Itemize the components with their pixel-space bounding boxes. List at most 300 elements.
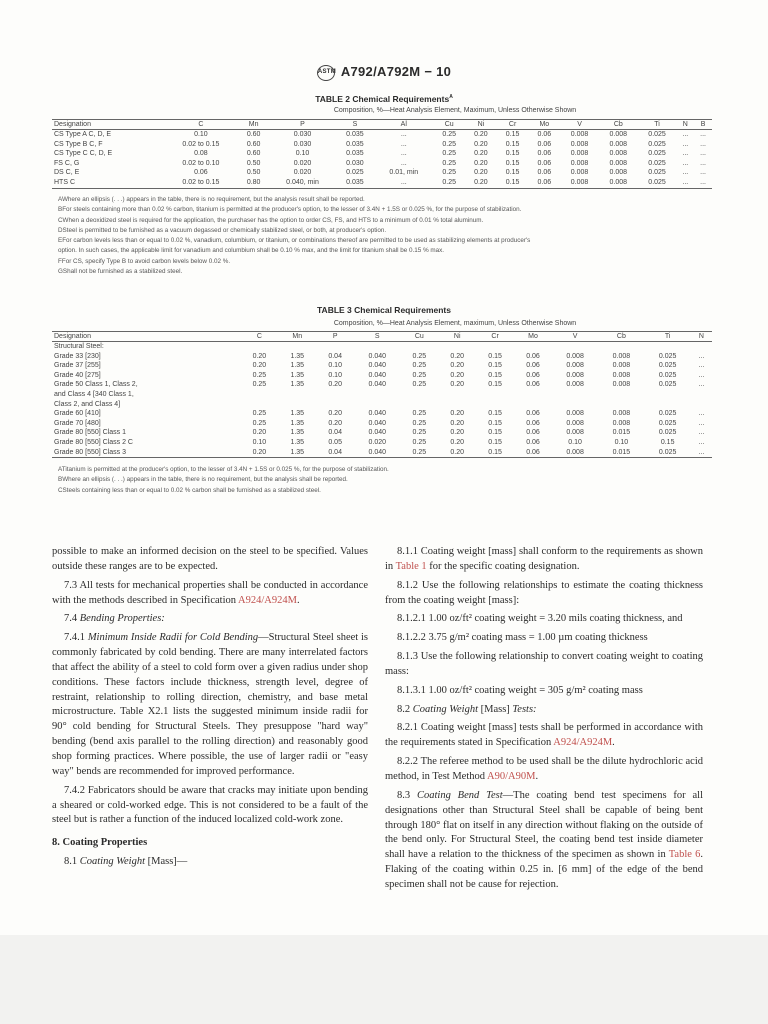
- table-cell: 1.35: [290, 438, 305, 446]
- text-run: 8.1: [64, 856, 80, 868]
- table-cell: ...: [400, 150, 407, 158]
- text-run: Coating Weight: [79, 856, 145, 868]
- text-run: Bending Properties:: [79, 613, 165, 625]
- table-cell: 0.06: [537, 169, 552, 177]
- table-cell: Class 2, and Class 4]: [54, 400, 121, 408]
- table-cell: 0.025: [658, 410, 677, 418]
- table-cell: 0.06: [526, 352, 540, 360]
- table3-caption: TABLE 3 Chemical Requirements: [317, 305, 451, 315]
- table-cell: ...: [700, 159, 706, 167]
- left-text-column: [52, 545, 368, 874]
- table-cell: 0.25: [412, 410, 427, 418]
- table-cell: 0.20: [252, 352, 267, 360]
- table-cell: 0.025: [658, 371, 677, 379]
- table-cell: 0.04: [316, 448, 354, 458]
- text-run: .: [535, 770, 539, 782]
- table-cell: [316, 390, 354, 400]
- footnote: AWhere an ellipsis (. . .) appears in the table, there is no requirement, but the analysis result shall be reported.: [58, 196, 365, 203]
- table-cell: 0.030: [293, 131, 312, 138]
- table2-subheader: Composition, %—Heat Analysis Element, Maximum, Unless Otherwise Shown: [333, 107, 577, 114]
- footnote: ATitanium is permitted at the producer's option, to the lesser of 3.4N + 1.5S or 0.025 %, for the purpose of stabilization.: [58, 466, 389, 473]
- column-header: C: [164, 120, 238, 130]
- table2-footnotes: [58, 195, 718, 277]
- table-cell: ...: [682, 131, 689, 138]
- table-row: [52, 400, 712, 410]
- text-run: 8.2.1 Coating weight [mass] tests shall be performed in accordance with the requirements stated in Specification: [385, 722, 703, 749]
- table-cell: 0.040: [368, 419, 387, 427]
- table-cell: [354, 390, 400, 400]
- table-cell: Grade 50 Class 1, Class 2,: [54, 381, 138, 389]
- table-cell: ...: [682, 140, 689, 148]
- table-cell: 0.20: [252, 362, 267, 370]
- table2-caption: TABLE 2 Chemical Requirements$^A$: [315, 94, 453, 104]
- text-run: [Mass]—: [145, 856, 188, 868]
- table-cell: 0.25: [442, 159, 456, 167]
- table-cell: 0.20: [450, 438, 465, 446]
- page-header: [0, 64, 768, 81]
- table-cell: ...: [682, 150, 689, 158]
- table-cell: 0.008: [570, 150, 589, 158]
- table-cell: 0.06: [526, 429, 540, 437]
- table-cell: Grade 80 [550] Class 2 C: [54, 438, 133, 446]
- table-cell: 0.02 to 0.10: [182, 159, 220, 167]
- table-cell: and Class 4 [340 Class 1,: [54, 390, 134, 398]
- table-cell: 0.040: [354, 448, 400, 458]
- column-header: N: [676, 120, 694, 130]
- table-cell: 0.025: [648, 131, 666, 138]
- table-cell: 0.25: [412, 429, 427, 437]
- table-cell: 0.20: [328, 410, 342, 418]
- text-run: Coating Weight: [412, 703, 478, 715]
- table-cell: ...: [698, 410, 705, 418]
- table-cell: 0.20: [474, 169, 488, 177]
- paragraph: [52, 579, 368, 609]
- table-cell: [400, 400, 438, 410]
- table-cell: ...: [700, 169, 706, 177]
- table-cell: 0.02 to 0.15: [164, 178, 238, 188]
- table-cell: 0.50: [246, 169, 261, 177]
- table-cell: [645, 390, 691, 400]
- table-cell: 0.15: [505, 140, 520, 148]
- table-cell: 0.15: [505, 131, 520, 138]
- table-cell: 0.02 to 0.15: [182, 140, 220, 148]
- table-cell: 0.06: [526, 410, 540, 418]
- table-cell: 0.60: [246, 140, 261, 148]
- table-cell: [598, 400, 644, 410]
- table-cell: 0.25: [442, 150, 456, 158]
- table-cell: 0.040: [368, 429, 387, 437]
- table-cell: 0.20: [450, 371, 465, 379]
- table-row: [52, 361, 712, 371]
- table-cell: 0.20: [438, 448, 476, 458]
- table-cell: 0.15: [488, 371, 502, 379]
- table-cell: 0.20: [474, 159, 488, 167]
- table-cell: FS C, G: [54, 159, 80, 167]
- table-cell: 1.35: [290, 371, 305, 379]
- table-cell: [476, 400, 514, 410]
- footnote: CSteels containing less than or equal to 0.02 % carbon shall be furnished as a stabilized steel.: [58, 486, 321, 494]
- table-cell: [354, 400, 400, 410]
- table-cell: 0.60: [246, 150, 261, 158]
- paragraph: [385, 721, 703, 751]
- table-cell: 0.20: [450, 419, 465, 427]
- table-cell: 0.08: [194, 150, 208, 158]
- column-header: P: [270, 120, 336, 130]
- table-row: [52, 409, 712, 419]
- table-cell: 0.035: [346, 131, 364, 138]
- table-cell: Grade 60 [410]: [54, 410, 101, 418]
- table-cell: 1.35: [290, 410, 305, 418]
- column-header: Cb: [598, 332, 644, 342]
- table-cell: 0.025: [648, 159, 666, 167]
- reference-link[interactable]: A924/A924M: [553, 737, 613, 749]
- table-cell: 0.25: [252, 371, 267, 379]
- table-cell: 0.06: [514, 448, 552, 458]
- table-cell: 0.20: [252, 429, 267, 437]
- table-cell: 0.25: [442, 169, 456, 177]
- table-cell: 0.06: [526, 371, 540, 379]
- text-run: for the specific coating designation.: [426, 560, 580, 572]
- column-header: S: [336, 120, 375, 130]
- table-cell: Grade 33 [230]: [54, 352, 101, 360]
- reference-link[interactable]: A90/A90M: [487, 770, 536, 782]
- column-header: Mo: [514, 332, 552, 342]
- table-row: [52, 371, 712, 381]
- table-cell: 0.06: [526, 419, 540, 427]
- table-cell: 0.04: [328, 429, 342, 437]
- table-row: [52, 419, 712, 429]
- table-cell: 0.10: [568, 438, 582, 446]
- table-cell: DS C, E: [54, 169, 80, 177]
- table-cell: [240, 400, 278, 410]
- table-cell: ...: [400, 131, 407, 138]
- table-cell: 0.20: [328, 419, 342, 427]
- table-cell: [240, 390, 278, 400]
- table-cell: 1.35: [290, 362, 305, 370]
- table-cell: 0.10: [295, 150, 310, 158]
- column-header: Cu: [400, 332, 438, 342]
- table-cell: ...: [700, 150, 706, 158]
- table-cell: CS Type B C, F: [54, 140, 103, 148]
- table-row: [52, 168, 712, 178]
- table-cell: ...: [698, 381, 705, 389]
- table-cell: 0.008: [566, 352, 584, 360]
- table-cell: 0.008: [552, 448, 598, 458]
- column-header: Ni: [438, 332, 476, 342]
- table-cell: 0.25: [412, 352, 427, 360]
- table-cell: 0.20: [450, 429, 465, 437]
- text-run: .: [612, 737, 615, 749]
- table-cell: 0.10: [328, 362, 342, 370]
- table-cell: 0.60: [246, 131, 261, 138]
- table-cell: [438, 390, 476, 400]
- footnote: DSteel is permitted to be furnished as a vacuum degassed or chemically stabilized steel, or both, at producer's option.: [58, 226, 387, 234]
- table-row: [52, 448, 712, 458]
- table-cell: ...: [698, 352, 705, 360]
- table-cell: ...: [698, 438, 705, 446]
- table-cell: 0.15: [497, 178, 529, 188]
- table-cell: 0.10: [194, 131, 208, 138]
- table-cell: 0.040: [368, 371, 387, 379]
- table-cell: ...: [691, 448, 712, 458]
- footnote: BFor steels containing more than 0.02 % carbon, titanium is permitted at the producer's option, to the lesser of 3.4N + 1.5S or 0.025 %, for the purpose of stabilization.: [58, 206, 522, 214]
- column-header: Cb: [599, 120, 638, 130]
- reference-link[interactable]: Table 1: [395, 560, 427, 572]
- column-header: Cu: [433, 120, 465, 130]
- table-cell: 0.25: [412, 362, 427, 370]
- table-cell: 0.008: [609, 169, 628, 177]
- column-header: Designation: [52, 120, 164, 130]
- table-cell: 0.008: [609, 150, 628, 158]
- table-cell: ...: [400, 140, 407, 148]
- table-cell: 0.25: [400, 448, 438, 458]
- table-cell: [691, 400, 712, 410]
- paragraph: [385, 789, 703, 893]
- footnote: GShall not be furnished as a stabilized steel.: [58, 268, 183, 276]
- table-row: [52, 352, 712, 362]
- table-cell: 0.025: [638, 178, 677, 188]
- table-cell: 0.20: [328, 381, 342, 389]
- column-header: Ti: [638, 120, 677, 130]
- section-heading: 8. Coating Properties: [52, 837, 148, 849]
- right-text-column: [385, 545, 703, 897]
- table-cell: 0.15: [476, 448, 514, 458]
- table-cell: [691, 390, 712, 400]
- table-cell: 0.025: [645, 448, 691, 458]
- table-cell: 0.06: [537, 150, 552, 158]
- table-cell: [514, 400, 552, 410]
- paragraph: [385, 755, 703, 785]
- column-header: Ni: [465, 120, 497, 130]
- text-run: 7.4: [64, 613, 80, 625]
- table-cell: 0.015: [612, 429, 631, 437]
- table-cell: 0.25: [252, 419, 267, 427]
- table-cell: 0.15: [488, 429, 502, 437]
- footnote: BWhere an ellipsis (. . .) appears in the table, there is no requirement, but the analysis shall be reported.: [58, 476, 348, 484]
- table-cell: 0.15: [488, 381, 502, 389]
- column-header: V: [560, 120, 599, 130]
- table-cell: 0.040, min: [270, 178, 336, 188]
- footnote: option. In such cases, the applicable limit for vanadium and columbium shall be 0.10 % max, and the limit for titanium shall be 0.15 % max.: [58, 247, 445, 255]
- table-cell: 0.20: [465, 178, 497, 188]
- text-run: 8.1.1 Coating weight [mass] shall conform to the requirements as shown in: [385, 546, 703, 572]
- table-cell: 0.10: [252, 438, 267, 446]
- row-group-label: Structural Steel:: [54, 343, 104, 350]
- table-cell: 0.008: [570, 159, 589, 167]
- table2: [52, 119, 712, 189]
- column-header: Cr: [476, 332, 514, 342]
- table-cell: Grade 37 [255]: [54, 362, 101, 370]
- table-cell: 0.06: [528, 178, 560, 188]
- table-cell: 0.040: [368, 362, 387, 370]
- table-cell: 0.040: [368, 381, 387, 389]
- table-cell: 0.10: [328, 371, 342, 379]
- column-header: Mo: [528, 120, 560, 130]
- table-cell: 0.008: [560, 178, 599, 188]
- table-cell: 0.20: [474, 140, 488, 148]
- column-header: Designation: [52, 332, 240, 342]
- table-row: [52, 178, 712, 188]
- table-cell: ...: [400, 159, 407, 167]
- table-cell: 0.008: [566, 429, 584, 437]
- table-cell: 0.025: [658, 362, 677, 370]
- table-cell: ...: [698, 362, 705, 370]
- table-cell: 0.008: [566, 362, 584, 370]
- table-cell: 0.06: [537, 131, 552, 138]
- table-cell: 0.008: [612, 371, 631, 379]
- table-row: [52, 140, 712, 150]
- table-cell: [476, 390, 514, 400]
- table-cell: 0.030: [293, 140, 312, 148]
- paragraph: [385, 703, 703, 718]
- table-cell: ...: [694, 178, 712, 188]
- paragraph: [52, 612, 368, 627]
- table-cell: Grade 80 [550] Class 3: [52, 448, 240, 458]
- paragraph: 8.1.2.1 1.00 oz/ft² coating weight = 3.20 mils coating thickness, and: [397, 613, 683, 625]
- table-cell: 0.04: [328, 352, 342, 360]
- table-cell: 0.008: [570, 131, 589, 138]
- column-header: Mn: [278, 332, 316, 342]
- footnote: FFor CS, specify Type B to avoid carbon levels below 0.02 %.: [58, 257, 231, 265]
- paragraph: [52, 631, 368, 779]
- table-cell: ...: [698, 371, 705, 379]
- table-cell: 1.35: [290, 419, 305, 427]
- table-cell: 0.25: [252, 381, 267, 389]
- table-cell: 0.25: [412, 381, 427, 389]
- table-cell: 0.020: [293, 159, 312, 167]
- astm-logo-icon: ASTM: [317, 65, 335, 81]
- standard-designation: A792/A792M − 10: [340, 64, 452, 79]
- table-cell: 0.15: [488, 438, 502, 446]
- table-cell: 0.06: [526, 381, 540, 389]
- table-cell: [316, 400, 354, 410]
- table-cell: 0.025: [658, 352, 677, 360]
- table-cell: 0.008: [566, 410, 584, 418]
- table-cell: HTS C: [52, 178, 164, 188]
- table-cell: [438, 400, 476, 410]
- table-cell: [552, 390, 598, 400]
- text-run: —Structural Steel sheet is commonly fabricated by cold bending. There are many interrelated factors that affect the ability of a steel to cold form over a given radius under shop conditions. These factors include thickness, strength level, degree of restraint, relationship to rolling direction, chemistry, and base metal microstructure. Table X2.1 lists the suggested minimum inside radii for 90° cold bending for Structural Steels. They presuppose "hard way" bending (bend axis parallel to the rolling direction) and reasonably good shop forming practices. Where possible, the use of larger radii or "easy way" bends are recommended for improved performance.: [52, 632, 369, 777]
- table-cell: 0.20: [474, 131, 488, 138]
- table-cell: 0.06: [526, 438, 540, 446]
- text-run: 8.2.2 The referee method to be used shall be the dilute hydrochloric acid method, in Test Method: [385, 756, 703, 782]
- column-header: B: [694, 120, 712, 130]
- text-run: . Flaking of the coating within 0.25 in. [6 mm] of the edge of the bend specimen shall not be cause for rejection.: [385, 849, 704, 890]
- reference-link[interactable]: A924/A924M: [238, 594, 297, 606]
- table-cell: 0.20: [450, 362, 465, 370]
- reference-link[interactable]: Table 6: [668, 849, 701, 861]
- table-cell: 0.10: [614, 438, 629, 446]
- table-cell: 0.008: [609, 140, 628, 148]
- table-cell: 0.008: [566, 419, 584, 427]
- table-cell: 0.15: [505, 150, 520, 158]
- table-cell: 0.020: [293, 169, 312, 177]
- table-cell: 1.35: [290, 381, 305, 389]
- table-cell: [514, 390, 552, 400]
- table-cell: CS Type C C, D, E: [54, 150, 113, 158]
- table-cell: 0.035: [336, 178, 375, 188]
- table3-footnotes: [58, 465, 718, 496]
- table-cell: 0.20: [450, 410, 465, 418]
- paragraph: 8.1.2.2 3.75 g/m² coating mass = 1.00 µm coating thickness: [397, 632, 648, 644]
- paragraph: [385, 545, 703, 575]
- table-cell: [598, 390, 644, 400]
- table-cell: ...: [700, 140, 706, 148]
- table-cell: 1.35: [290, 429, 305, 437]
- table-cell: ...: [698, 429, 705, 437]
- table-cell: 0.25: [442, 140, 456, 148]
- table-cell: [278, 400, 316, 410]
- table-cell: 0.15: [488, 410, 502, 418]
- table-row: [52, 438, 712, 448]
- table3: [52, 331, 712, 458]
- text-run: 7.4.1: [64, 632, 88, 644]
- table-cell: 0.008: [570, 140, 589, 148]
- text-run: 8.3: [397, 789, 417, 801]
- table-cell: 0.008: [566, 381, 584, 389]
- table-cell: 0.025: [648, 140, 666, 148]
- table-cell: [552, 400, 598, 410]
- table-cell: 0.035: [346, 150, 364, 158]
- table-cell: 0.25: [412, 438, 427, 446]
- table-cell: ...: [682, 159, 689, 167]
- text-run: .: [296, 594, 300, 606]
- paragraph: 8.1.2 Use the following relationships to estimate the coating thickness from the coating weight [mass]:: [385, 579, 703, 606]
- table-cell: 0.06: [537, 140, 552, 148]
- table-cell: 0.008: [612, 362, 631, 370]
- table-cell: 0.50: [246, 159, 261, 167]
- table-cell: ...: [374, 178, 433, 188]
- footnote: CWhen a deoxidized steel is required for the application, the purchaser has the option to order CS, FS, and HTS to a minimum of 0.01 % total aluminum.: [58, 216, 484, 224]
- table-cell: 0.008: [570, 169, 589, 177]
- table-cell: 0.15: [660, 438, 675, 446]
- table-cell: 0.040: [368, 410, 387, 418]
- table-cell: 0.025: [648, 150, 666, 158]
- table-cell: 0.20: [450, 381, 465, 389]
- table-cell: 0.030: [346, 159, 364, 167]
- table-cell: 0.80: [238, 178, 270, 188]
- column-header: C: [240, 332, 278, 342]
- table-cell: 0.15: [505, 159, 520, 167]
- table3-subheader: Composition, %—Heat Analysis Element, maximum, Unless Otherwise Shown: [333, 320, 577, 327]
- text-run: Tests:: [512, 703, 537, 715]
- table-cell: 0.25: [412, 371, 427, 379]
- paragraph: 7.4.2 Fabricators should be aware that cracks may initiate upon bending a sheared or cold-worked edge. This is not considered to be a fault of the steel but is rather a function of the induced localized cold-work zone.: [52, 784, 368, 826]
- column-header: Cr: [497, 120, 529, 130]
- table-cell: 0.020: [368, 438, 387, 446]
- column-header: Al: [374, 120, 433, 130]
- text-run: [Mass]: [478, 703, 513, 715]
- table-cell: 0.15: [488, 419, 502, 427]
- column-header: N: [691, 332, 712, 342]
- table-cell: ...: [682, 169, 689, 177]
- table-cell: 0.06: [537, 159, 552, 167]
- table-cell: 0.035: [346, 140, 364, 148]
- column-header: P: [316, 332, 354, 342]
- table-cell: 1.35: [278, 448, 316, 458]
- table-cell: [400, 390, 438, 400]
- column-header: Ti: [645, 332, 691, 342]
- table-cell: 0.20: [240, 448, 278, 458]
- paragraph: 8.1.3.1 1.00 oz/ft² coating weight = 305 g/m² coating mass: [397, 684, 643, 696]
- paragraph: 8.1.3 Use the following relationship to convert coating weight to coating mass:: [385, 651, 703, 677]
- table-cell: CS Type A C, D, E: [54, 131, 112, 138]
- column-header: S: [354, 332, 400, 342]
- table-cell: 0.040: [368, 352, 387, 360]
- table-cell: 0.25: [433, 178, 465, 188]
- table-cell: 0.06: [194, 169, 208, 177]
- footnote: EFor carbon levels less than or equal to 0.02 %, vanadium, columbium, or titanium, or combinations thereof are permitted to be used as stabilizing elements at producer's: [58, 237, 531, 245]
